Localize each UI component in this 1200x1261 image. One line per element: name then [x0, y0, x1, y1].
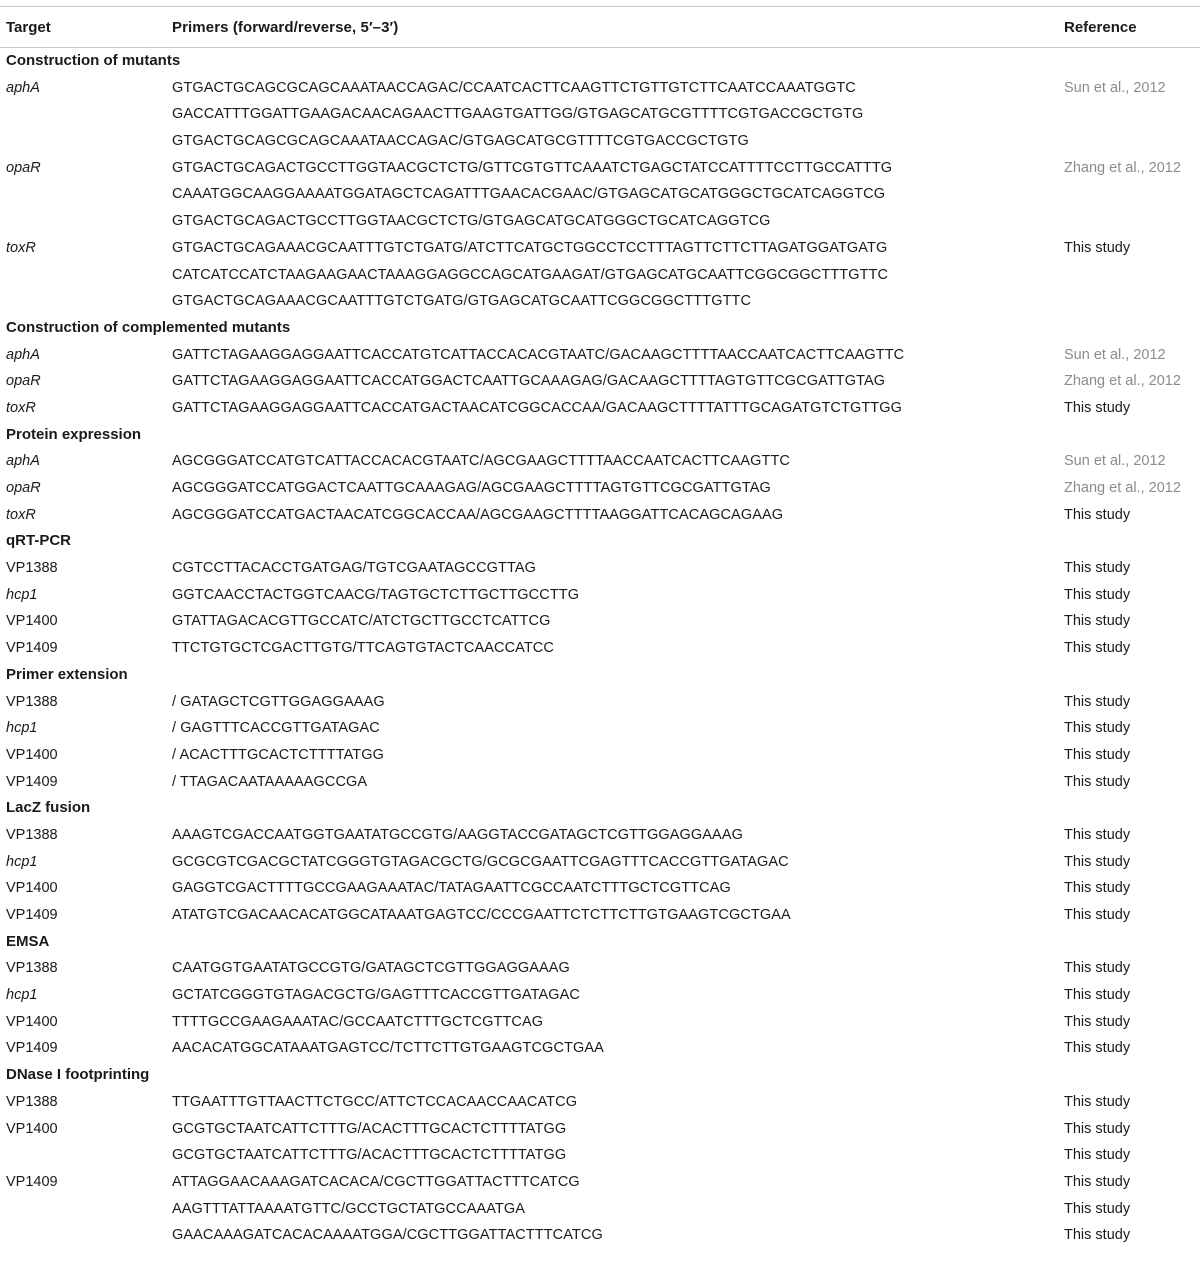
cell-reference: This study	[1064, 1120, 1131, 1137]
cell-primers: GTGACTGCAGAAACGCAATTTGTCTGATG/ATCTTCATGCTGGCCTCCTTTAGTTCTTCTTAGATGGATGATG	[172, 239, 888, 256]
cell-primers: GAACAAAGATCACACAAAATGGA/CGCTTGGATTACTTTCATCG	[172, 1227, 603, 1244]
cell-primers: AGCGGGATCCATGTCATTACCACACGTAATC/AGCGAAGCTTTTAACCAATCACTTCAAGTTC	[172, 453, 790, 470]
cell-reference: Sun et al., 2012	[1064, 346, 1166, 363]
cell-reference: This study	[1064, 506, 1131, 523]
cell-primers: AGCGGGATCCATGACTAACATCGGCACCAA/AGCGAAGCTTTTAAGGATTCACAGCAGAAG	[172, 506, 784, 523]
cell-target: opaR	[6, 159, 41, 176]
cell-reference: This study	[1064, 880, 1131, 897]
cell-target: VP1400	[6, 880, 58, 897]
cell-primers: GTGACTGCAGCGCAGCAAATAACCAGAC/GTGAGCATGCGTTTTCGTGACCGCTGTG	[172, 133, 749, 150]
cell-primers: GCTATCGGGTGTAGACGCTG/GAGTTTCACCGTTGATAGAC	[172, 987, 580, 1004]
table-row	[0, 635, 1200, 662]
cell-target: hcp1	[6, 853, 38, 870]
cell-primers: AGCGGGATCCATGGACTCAATTGCAAAGAG/AGCGAAGCTTTTAGTGTTCGCGATTGTAG	[172, 480, 771, 496]
cell-reference: This study	[1064, 613, 1131, 630]
cell-target: VP1400	[6, 746, 58, 763]
table-row	[0, 769, 1200, 796]
table-row	[0, 368, 1200, 395]
table-row	[0, 502, 1200, 529]
table-row	[0, 875, 1200, 902]
header-primers: Primers (forward/reverse, 5′–3′)	[172, 18, 399, 36]
cell-reference: This study	[1064, 1040, 1131, 1057]
table-row	[0, 448, 1200, 475]
cell-reference: This study	[1064, 586, 1131, 603]
header-target: Target	[6, 18, 51, 36]
table-row	[0, 1089, 1200, 1116]
header-reference: Reference	[1064, 18, 1137, 36]
cell-primers: GCGCGTCGACGCTATCGGGTGTAGACGCTG/GCGCGAATTCGAGTTTCACCGTTGATAGAC	[172, 853, 789, 870]
cell-primers: CAAATGGCAAGGAAAATGGATAGCTCAGATTTGAACACGAAC/GTGAGCATGCATGGGCTGCATCAGGTCG	[172, 186, 886, 203]
table-row	[0, 1035, 1200, 1062]
cell-target: toxR	[6, 399, 36, 416]
cell-reference: This study	[1064, 773, 1131, 790]
cell-reference: Zhang et al., 2012	[1064, 159, 1181, 176]
cell-primers: GCGTGCTAATCATTCTTTG/ACACTTTGCACTCTTTTATGG	[172, 1147, 567, 1164]
cell-reference: This study	[1064, 1227, 1131, 1244]
table-row	[0, 342, 1200, 369]
table-row	[0, 742, 1200, 769]
table-row	[0, 715, 1200, 742]
cell-target: VP1409	[6, 773, 58, 790]
cell-primers: AACACATGGCATAAATGAGTCC/TCTTCTTGTGAAGTCGCTGAA	[172, 1040, 604, 1057]
cell-reference: This study	[1064, 399, 1131, 416]
cell-target: opaR	[6, 480, 41, 496]
cell-target: toxR	[6, 239, 36, 256]
table-row	[0, 208, 1200, 235]
table-row	[0, 982, 1200, 1009]
cell-target: opaR	[6, 373, 41, 390]
cell-target: aphA	[6, 346, 40, 363]
cell-target: VP1409	[6, 1040, 58, 1057]
section-row	[0, 528, 1200, 555]
cell-primers: GTGACTGCAGACTGCCTTGGTAACGCTCTG/GTGAGCATGCATGGGCTGCATCAGGTCG	[172, 213, 771, 230]
table-row	[0, 849, 1200, 876]
section-title: EMSA	[6, 932, 50, 950]
cell-reference: This study	[1064, 560, 1131, 577]
cell-target: VP1388	[6, 826, 58, 843]
table-row	[0, 288, 1200, 315]
cell-primers: GTGACTGCAGCGCAGCAAATAACCAGAC/CCAATCACTTCAAGTTCTGTTGTCTTCAATCCAAATGGTC	[172, 79, 856, 96]
section-row	[0, 422, 1200, 449]
table-row	[0, 555, 1200, 582]
cell-reference: This study	[1064, 1173, 1131, 1190]
table-row	[0, 1142, 1200, 1169]
cell-primers: ATATGTCGACAACACATGGCATAAATGAGTCC/CCCGAATTCTCTTCTTGTGAAGTCGCTGAA	[172, 907, 791, 923]
table-row	[0, 955, 1200, 982]
cell-primers: AAGTTTATTAAAATGTTC/GCCTGCTATGCCAAATGA	[172, 1200, 526, 1217]
cell-reference: This study	[1064, 987, 1131, 1004]
table-row	[0, 128, 1200, 155]
cell-primers: TTGAATTTGTTAACTTCTGCC/ATTCTCCACAACCAACATCG	[172, 1093, 578, 1110]
cell-primers: GTGACTGCAGAAACGCAATTTGTCTGATG/GTGAGCATGCAATTCGGCGGCTTTGTTC	[172, 293, 752, 310]
cell-reference: This study	[1064, 907, 1131, 923]
cell-primers: GATTCTAGAAGGAGGAATTCACCATGGACTCAATTGCAAAGAG/GACAAGCTTTTAGTGTTCGCGATTGTAG	[172, 373, 886, 390]
cell-primers: CAATGGTGAATATGCCGTG/GATAGCTCGTTGGAGGAAAG	[172, 960, 570, 977]
cell-primers: GTGACTGCAGACTGCCTTGGTAACGCTCTG/GTTCGTGTTCAAATCTGAGCTATCCATTTTCCTTGCCATTTG	[172, 159, 893, 176]
cell-primers: / GATAGCTCGTTGGAGGAAAG	[172, 693, 385, 710]
table-row	[0, 235, 1200, 262]
cell-reference: This study	[1064, 960, 1131, 977]
section-title: qRT-PCR	[6, 532, 71, 550]
table-row	[0, 689, 1200, 716]
cell-primers: GTATTAGACACGTTGCCATC/ATCTGCTTGCCTCATTCG	[172, 613, 551, 630]
table-row	[0, 1222, 1200, 1249]
cell-primers: GAGGTCGACTTTTGCCGAAGAAATAC/TATAGAATTCGCCAATCTTTGCTCGTTCAG	[172, 880, 731, 897]
cell-reference: This study	[1064, 853, 1131, 870]
cell-primers: CATCATCCATCTAAGAAGAACTAAAGGAGGCCAGCATGAAGAT/GTGAGCATGCAATTCGGCGGCTTTGTTC	[172, 266, 889, 283]
table-row	[0, 262, 1200, 289]
cell-reference: This study	[1064, 720, 1131, 737]
cell-target: VP1409	[6, 907, 58, 923]
section-row	[0, 662, 1200, 689]
table-row	[0, 75, 1200, 102]
section-row	[0, 795, 1200, 822]
cell-primers: / GAGTTTCACCGTTGATAGAC	[172, 720, 380, 737]
table-row	[0, 181, 1200, 208]
cell-reference: Sun et al., 2012	[1064, 79, 1166, 96]
cell-target: VP1388	[6, 693, 58, 710]
cell-target: VP1400	[6, 1120, 58, 1137]
cell-reference: This study	[1064, 826, 1131, 843]
cell-target: hcp1	[6, 987, 38, 1004]
table-body	[0, 48, 1200, 1249]
cell-primers: / ACACTTTGCACTCTTTTATGG	[172, 746, 384, 763]
table-row	[0, 608, 1200, 635]
cell-target: VP1409	[6, 1173, 58, 1190]
section-row	[0, 48, 1200, 75]
section-title: Protein expression	[6, 425, 142, 443]
section-title: DNase I footprinting	[6, 1066, 150, 1084]
primer-table	[0, 6, 1200, 1249]
cell-reference: Zhang et al., 2012	[1064, 373, 1181, 390]
cell-primers: GATTCTAGAAGGAGGAATTCACCATGTCATTACCACACGTAATC/GACAAGCTTTTAACCAATCACTTCAAGTTC	[172, 346, 905, 363]
section-title: LacZ fusion	[6, 799, 91, 817]
cell-target: VP1409	[6, 640, 58, 657]
cell-target: hcp1	[6, 586, 38, 603]
section-row	[0, 929, 1200, 956]
cell-primers: TTCTGTGCTCGACTTGTG/TTCAGTGTACTCAACCATCC	[172, 640, 554, 657]
cell-target: toxR	[6, 506, 36, 523]
table-row	[0, 1009, 1200, 1036]
cell-target: VP1400	[6, 1013, 58, 1030]
table-row	[0, 582, 1200, 609]
table-row	[0, 1116, 1200, 1143]
table-row	[0, 101, 1200, 128]
table-row	[0, 1196, 1200, 1223]
cell-primers: / TTAGACAATAAAAAGCCGA	[172, 773, 368, 790]
cell-reference: This study	[1064, 1147, 1131, 1164]
cell-target: aphA	[6, 453, 40, 470]
table-header	[0, 6, 1200, 48]
cell-target: hcp1	[6, 720, 38, 737]
cell-primers: GACCATTTGGATTGAAGACAACAGAACTTGAAGTGATTGG/GTGAGCATGCGTTTTCGTGACCGCTGTG	[172, 106, 864, 123]
cell-target: VP1388	[6, 560, 58, 577]
table-row	[0, 155, 1200, 182]
cell-primers: AAAGTCGACCAATGGTGAATATGCCGTG/AAGGTACCGATAGCTCGTTGGAGGAAAG	[172, 826, 743, 843]
cell-target: aphA	[6, 79, 40, 96]
cell-target: VP1400	[6, 613, 58, 630]
cell-primers: GGTCAACCTACTGGTCAACG/TAGTGCTCTTGCTTGCCTTG	[172, 586, 580, 603]
section-title: Primer extension	[6, 665, 128, 683]
cell-reference: Sun et al., 2012	[1064, 453, 1166, 470]
cell-reference: This study	[1064, 239, 1131, 256]
cell-primers: CGTCCTTACACCTGATGAG/TGTCGAATAGCCGTTAG	[172, 560, 537, 577]
section-row	[0, 315, 1200, 342]
table-row	[0, 395, 1200, 422]
table-row	[0, 822, 1200, 849]
cell-primers: GCGTGCTAATCATTCTTTG/ACACTTTGCACTCTTTTATGG	[172, 1120, 567, 1137]
cell-primers: ATTAGGAACAAAGATCACACA/CGCTTGGATTACTTTCATCG	[172, 1173, 580, 1190]
cell-target: VP1388	[6, 1093, 58, 1110]
cell-target: VP1388	[6, 960, 58, 977]
section-row	[0, 1062, 1200, 1089]
table-row	[0, 475, 1200, 502]
cell-reference: This study	[1064, 1200, 1131, 1217]
cell-reference: Zhang et al., 2012	[1064, 480, 1181, 496]
cell-reference: This study	[1064, 693, 1131, 710]
cell-reference: This study	[1064, 640, 1131, 657]
table-row	[0, 1169, 1200, 1196]
cell-reference: This study	[1064, 1013, 1131, 1030]
cell-reference: This study	[1064, 746, 1131, 763]
section-title: Construction of mutants	[6, 52, 181, 69]
section-title: Construction of complemented mutants	[6, 318, 291, 336]
table-row	[0, 902, 1200, 929]
cell-primers: TTTTGCCGAAGAAATAC/GCCAATCTTTGCTCGTTCAG	[172, 1013, 544, 1030]
cell-primers: GATTCTAGAAGGAGGAATTCACCATGACTAACATCGGCACCAA/GACAAGCTTTTATTTGCAGATGTCTGTTGG	[172, 399, 902, 416]
cell-reference: This study	[1064, 1093, 1131, 1110]
